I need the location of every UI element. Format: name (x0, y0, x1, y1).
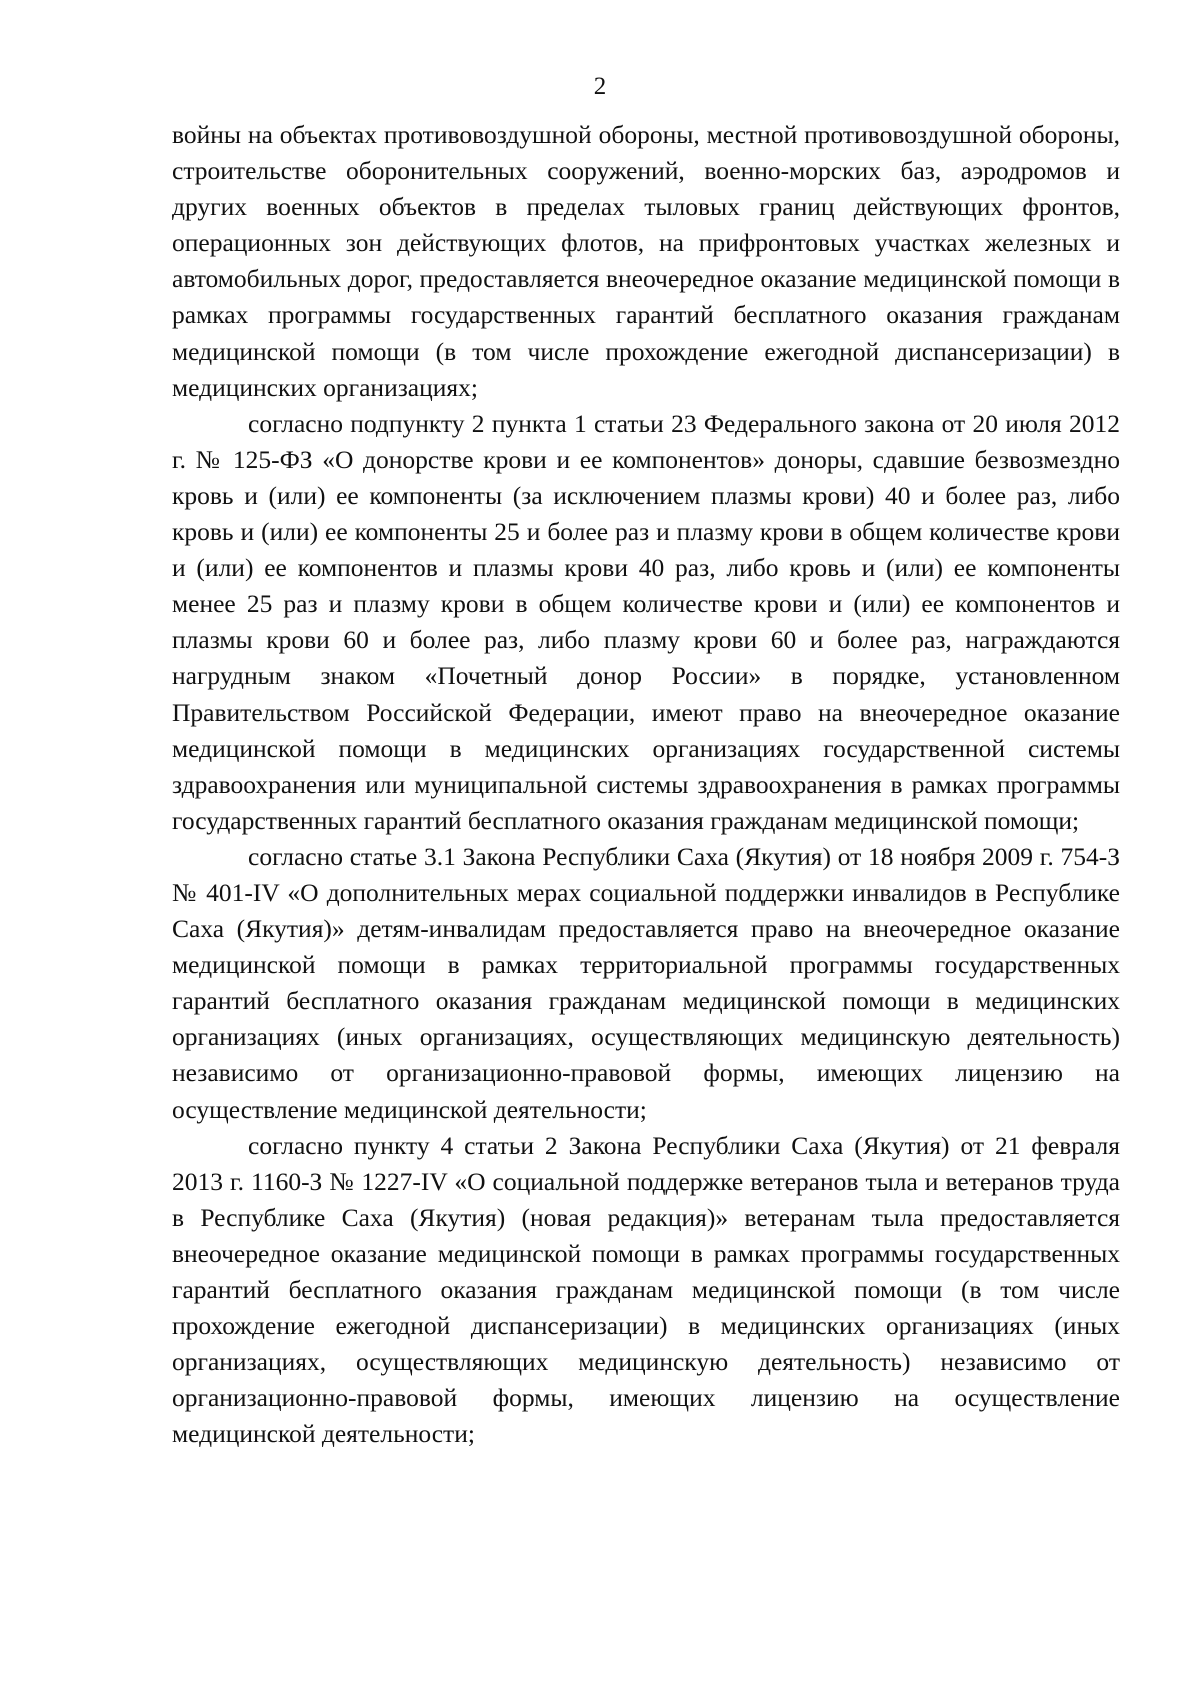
document-body (172, 117, 1120, 1452)
paragraph-continuation: войны на объектах противовоздушной обороны, местной противовоздушной обороны, строительстве оборонительных сооружений, военно-морских баз, аэродромов и других военных объектов в пределах тыловых границ действующих фронтов, операционных зон действующих флотов, на прифронтовых участках железных и автомобильных дорог, предоставляется внеочередное оказание медицинской помощи в рамках программы государственных гарантий бесплатного оказания гражданам медицинской помощи (в том числе прохождение ежегодной диспансеризации) в медицинских организациях; (172, 120, 1120, 402)
paragraph-home-front-veterans: согласно пункту 4 статьи 2 Закона Республики Саха (Якутия) от 21 февраля 2013 г. 1160-З № 1227-IV «О социальной поддержке ветеранов тыла и ветеранов труда в Республике Саха (Якутия) (новая редакция)» ветеранам тыла предоставляется внеочередное оказание медицинской помощи в рамках программы государственных гарантий бесплатного оказания гражданам медицинской помощи (в том числе прохождение ежегодной диспансеризации) в медицинских организациях (иных организациях, осуществляющих медицинскую деятельность) независимо от организационно-правовой формы, имеющих лицензию на осуществление медицинской деятельности; (172, 1130, 1120, 1449)
paragraph-disabled-children: согласно статье 3.1 Закона Республики Саха (Якутия) от 18 ноября 2009 г. 754-З № 401-IV «О дополнительных мерах социальной поддержки инвалидов в Республике Саха (Якутия)» детям-инвалидам предоставляется право на внеочередное оказание медицинской помощи в рамках территориальной программы государственных гарантий бесплатного оказания гражданам медицинской помощи в медицинских организациях (иных организациях, осуществляющих медицинскую деятельность) независимо от организационно-правовой формы, имеющих лицензию на осуществление медицинской деятельности; (172, 841, 1120, 1124)
paragraph-donor-rights: согласно подпункту 2 пункта 1 статьи 23 Федерального закона от 20 июля 2012 г. № 125-ФЗ «О донорстве крови и ее компонентов» доноры, сдавшие безвозмездно кровь и (или) ее компоненты (за исключением плазмы крови) 40 и более раз, либо кровь и (или) ее компоненты 25 и более раз и плазму крови в общем количестве крови и (или) ее компонентов и плазмы крови 40 раз, либо кровь и (или) ее компоненты менее 25 раз и плазму крови в общем количестве крови и (или) ее компонентов и плазмы крови 60 и более раз, либо плазму крови 60 и более раз, награждаются нагрудным знаком «Почетный донор России» в порядке, установленном Правительством Российской Федерации, имеют право на внеочередное оказание медицинской помощи в медицинских организациях государственной системы здравоохранения или муниципальной системы здравоохранения в рамках программы государственных гарантий бесплатного оказания гражданам медицинской помощи; (172, 408, 1120, 835)
page-number: 2 (593, 73, 607, 100)
